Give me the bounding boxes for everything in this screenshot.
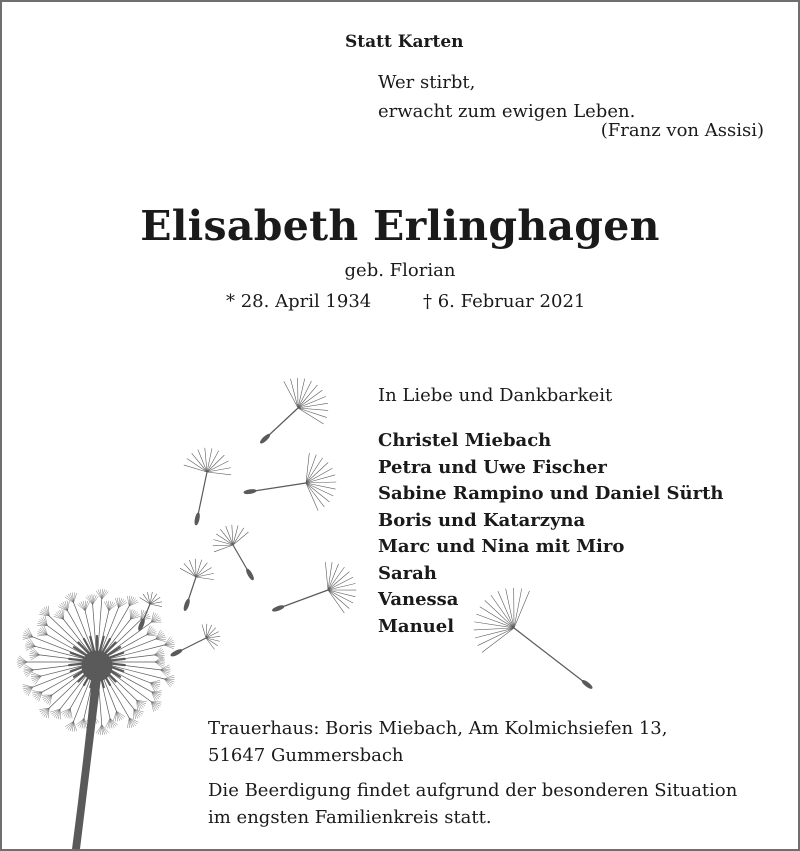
notice-line-1: Die Beerdigung findet aufgrund der besonderen Situation — [208, 780, 738, 801]
mourners-list — [378, 428, 724, 640]
mourner-name: Sarah — [378, 562, 437, 584]
verse-attribution: (Franz von Assisi) — [600, 120, 764, 141]
notice-line-2: im engsten Familienkreis statt. — [208, 807, 492, 828]
trauerhaus-address — [208, 715, 667, 769]
mourner-name: Christel Miebach — [378, 430, 552, 451]
birth-date: * 28. April 1934 — [226, 291, 372, 312]
trauerhaus-line-1: Trauerhaus: Boris Miebach, Am Kolmichsiefen 13, — [208, 718, 668, 739]
mourner-name: Sabine Rampino und Daniel Sürth — [378, 483, 724, 504]
verse-line-1: Wer stirbt, — [378, 72, 476, 93]
verse-quote — [378, 68, 635, 126]
funeral-notice — [208, 777, 737, 831]
mourner-name: Marc und Nina mit Miro — [378, 536, 625, 557]
deceased-name: Elisabeth Erlinghagen — [140, 202, 660, 250]
trauerhaus-line-2: 51647 Gummersbach — [208, 745, 404, 766]
verse-line-2: erwacht zum ewigen Leben. — [378, 101, 636, 122]
birth-name: geb. Florian — [344, 260, 456, 281]
mourner-name: Petra und Uwe Fischer — [378, 456, 607, 478]
mourners-intro: In Liebe und Dankbarkeit — [378, 385, 613, 406]
statt-karten-heading: Statt Karten — [345, 32, 464, 52]
mourner-name: Vanessa — [378, 589, 459, 610]
mourner-name: Boris und Katarzyna — [378, 509, 586, 531]
mourner-name: Manuel — [378, 615, 455, 637]
death-date: † 6. Februar 2021 — [423, 291, 586, 312]
